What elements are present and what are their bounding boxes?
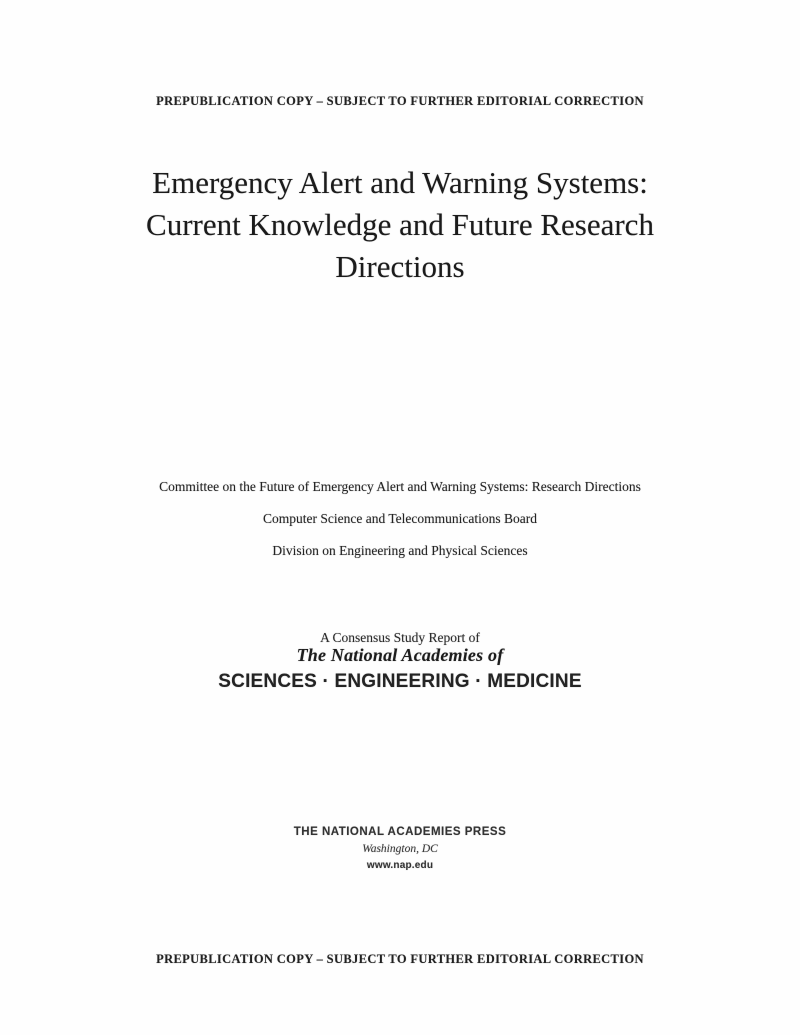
report-title — [0, 162, 800, 288]
publisher-location: Washington, DC — [362, 843, 438, 855]
committee-name: Committee on the Future of Emergency Alert and Warning Systems: Research Directions — [159, 479, 641, 494]
prepublication-notice-bottom: PREPUBLICATION COPY – SUBJECT TO FURTHER EDITORIAL CORRECTION — [156, 952, 644, 966]
division-name: Division on Engineering and Physical Sciences — [272, 543, 528, 558]
national-academies-wordmark: The National Academies of — [296, 645, 504, 665]
report-title-line-2: Current Knowledge and Future Research — [146, 207, 654, 242]
publisher-name: THE NATIONAL ACADEMIES PRESS — [293, 826, 507, 838]
academies-branches-wordmark: SCIENCES · ENGINEERING · MEDICINE — [218, 671, 582, 692]
board-name: Computer Science and Telecommunications Board — [263, 511, 537, 526]
consensus-study-label: A Consensus Study Report of — [320, 630, 480, 645]
publisher-url: www.nap.edu — [366, 860, 434, 871]
report-title-line-1: Emergency Alert and Warning Systems: — [152, 165, 648, 200]
prepublication-notice-top: PREPUBLICATION COPY – SUBJECT TO FURTHER EDITORIAL CORRECTION — [156, 94, 644, 108]
report-title-line-3: Directions — [335, 249, 465, 284]
